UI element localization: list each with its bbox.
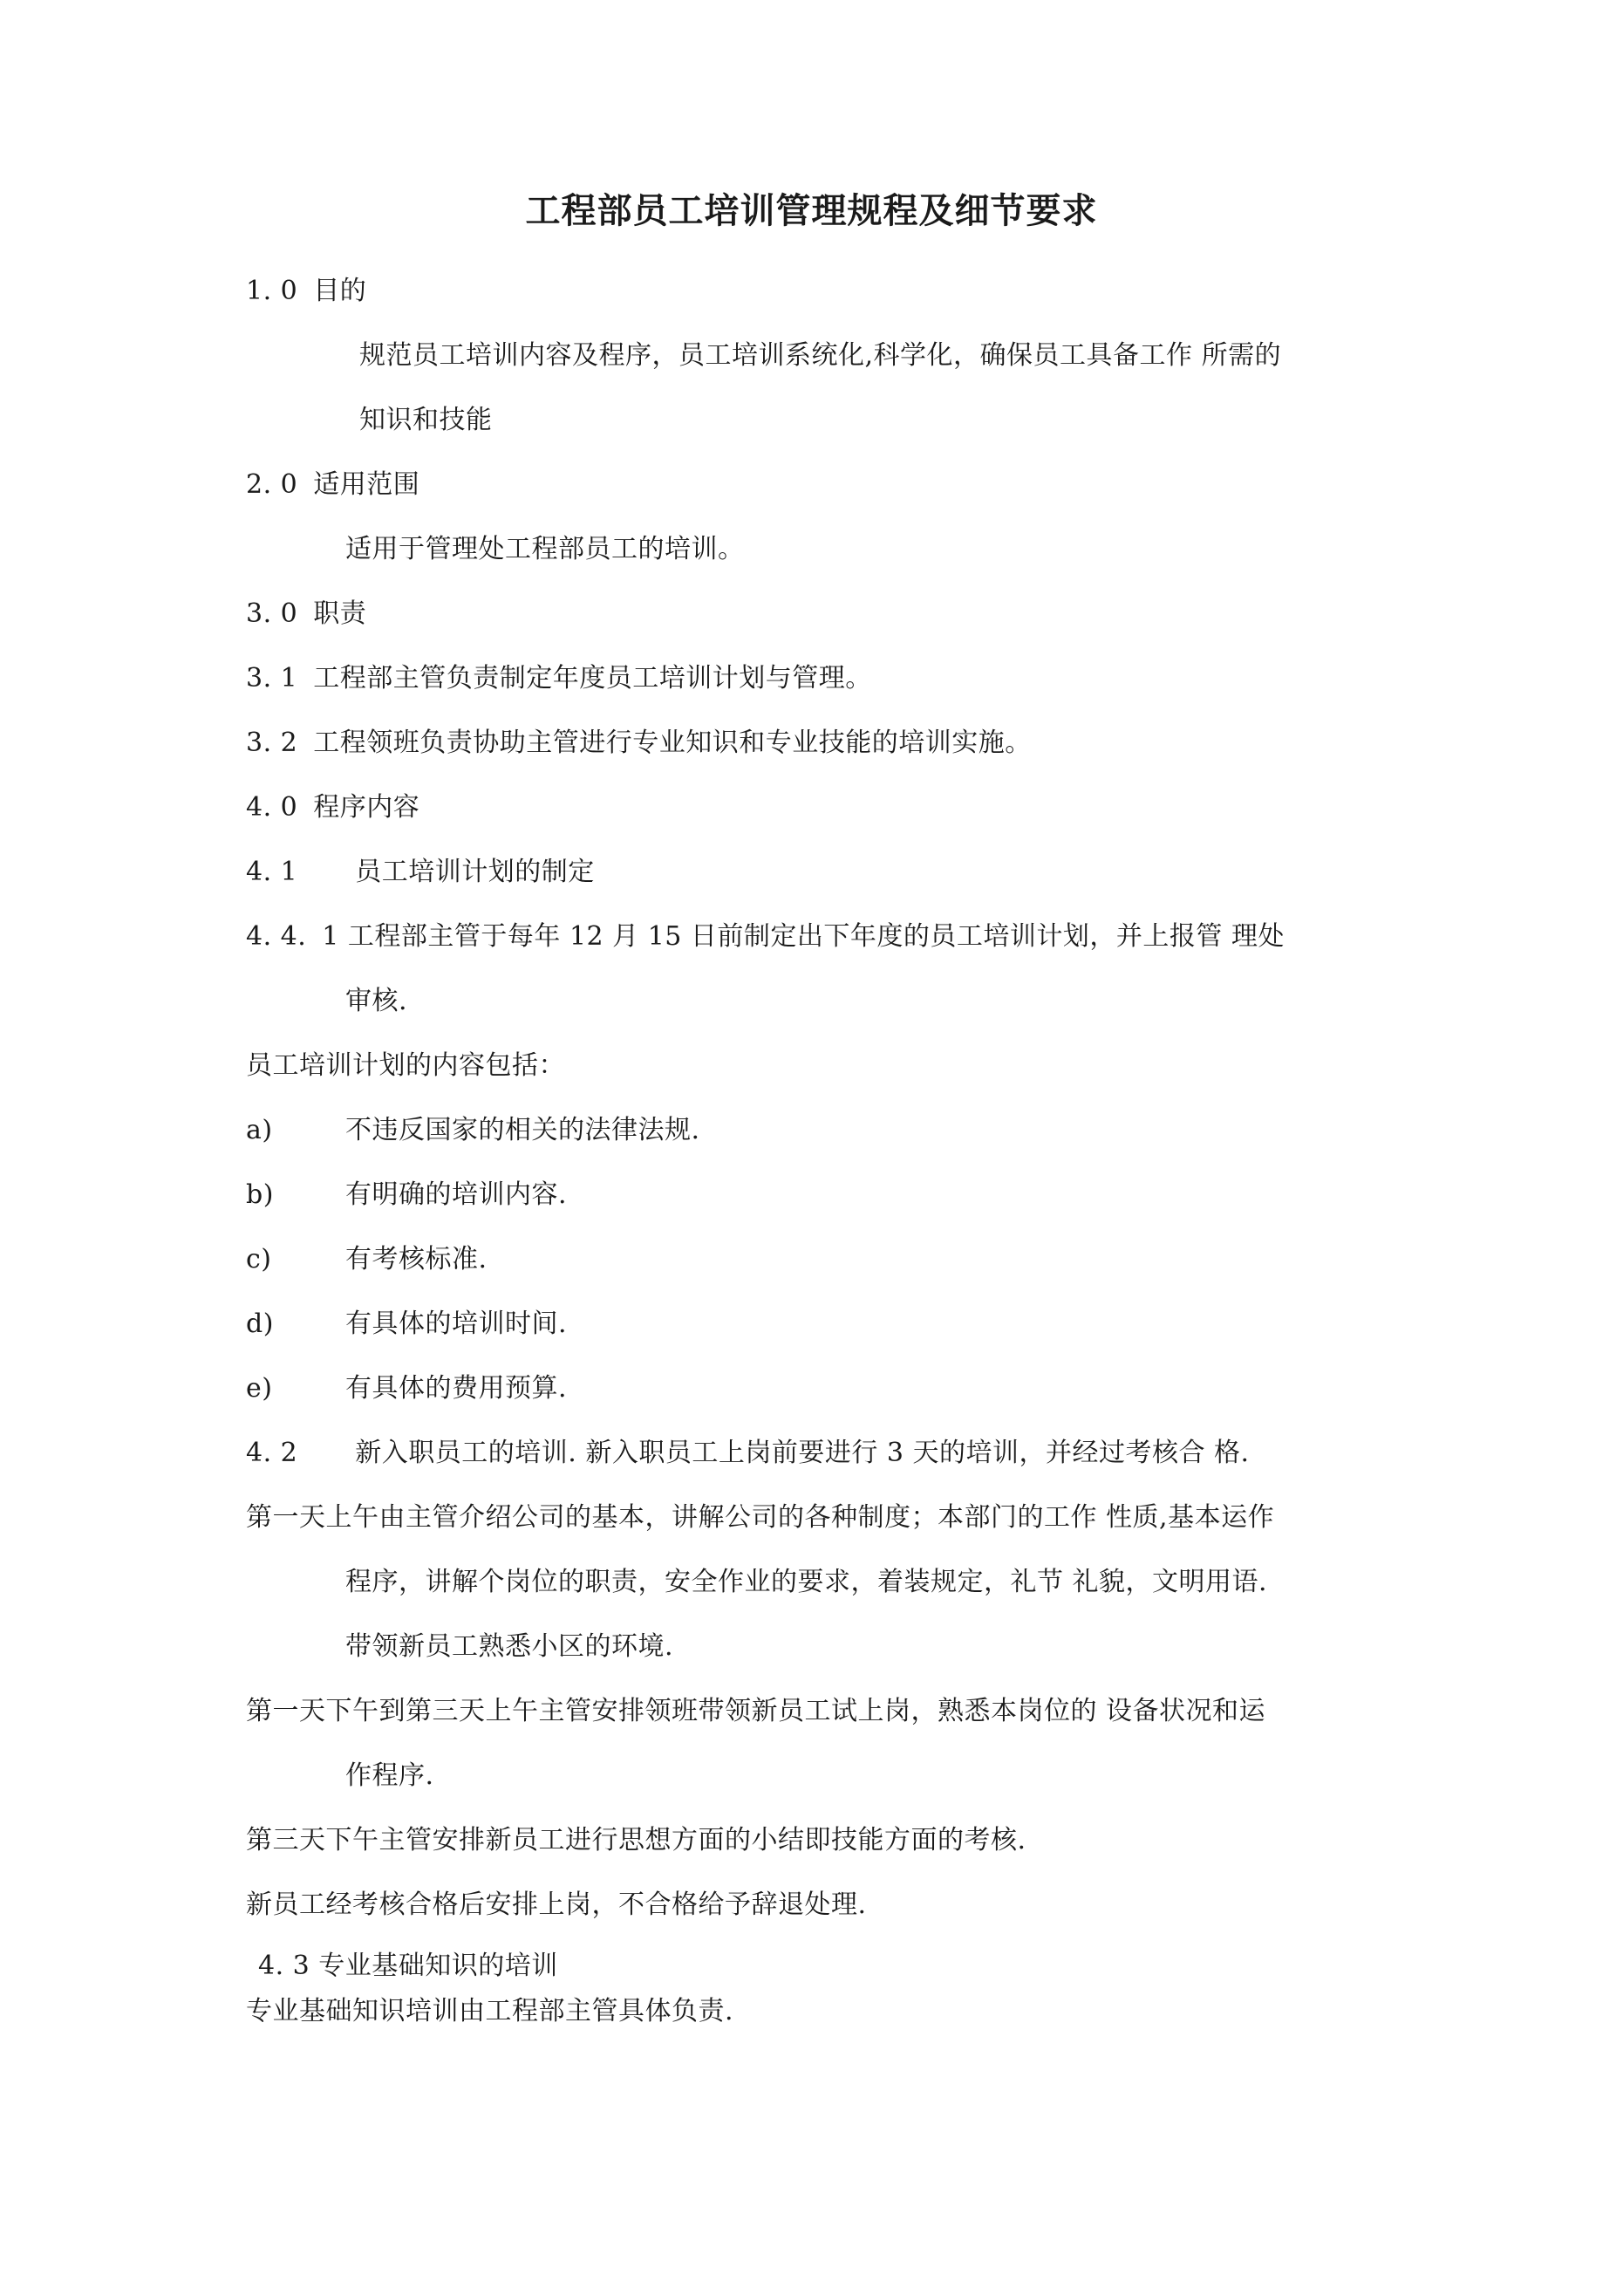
- section-title: 程序内容: [313, 792, 420, 823]
- section-4-1: [246, 855, 595, 890]
- plan-item-mark: e): [246, 1373, 273, 1404]
- item-text: 工程部主管负责制定年度员工培训计划与管理。: [313, 663, 872, 694]
- plan-item-mark: d): [246, 1309, 274, 1339]
- plan-intro: 员工培训计划的内容包括：: [246, 1050, 565, 1081]
- section-number: 1. 0: [246, 276, 298, 306]
- section-3-2: [246, 726, 1032, 761]
- day1-morning-line3: 带领新员工熟悉小区的环境.: [345, 1631, 674, 1662]
- section-4-2: [246, 1436, 1250, 1471]
- section-title: 目的: [313, 276, 367, 306]
- plan-item: [246, 1113, 700, 1148]
- item-text: 工程领班负责协助主管进行专业知识和专业技能的培训实施。: [313, 728, 1032, 758]
- section-number: 3. 0: [246, 598, 298, 629]
- plan-item: [246, 1307, 567, 1342]
- section-4-3-heading: 4. 3 专业基础知识的培训: [258, 1951, 558, 1981]
- section-1-body-line1: 规范员工培训内容及程序，员工培训系统化,科学化，确保员工具备工作 所需的: [359, 340, 1282, 371]
- assessment-result: 新员工经考核合格后安排上岗，不合格给予辞退处理.: [246, 1889, 867, 1920]
- plan-item-text: 有考核标准.: [345, 1244, 488, 1274]
- plan-item-mark: c): [246, 1244, 272, 1274]
- plan-item: [246, 1242, 488, 1277]
- plan-item-text: 不违反国家的相关的法律法规.: [345, 1115, 700, 1145]
- item-number: 3. 1: [246, 663, 298, 694]
- plan-item-text: 有明确的培训内容.: [345, 1179, 568, 1210]
- section-title: 适用范围: [313, 469, 420, 500]
- section-1-body-line2: 知识和技能: [359, 405, 493, 435]
- section-number: 4. 0: [246, 792, 298, 823]
- section-title: 职责: [313, 598, 367, 629]
- item-number: 3. 2: [246, 728, 298, 758]
- plan-item-mark: a): [246, 1115, 273, 1145]
- plan-item-mark: b): [246, 1179, 274, 1210]
- section-3-heading: [246, 597, 366, 632]
- plan-item-text: 有具体的培训时间.: [345, 1309, 568, 1339]
- day1-morning-line2: 程序，讲解个岗位的职责，安全作业的要求，着装规定，礼节 礼貌，文明用语.: [345, 1567, 1268, 1597]
- item-text: 1 工程部主管于每年 12 月 15 日前制定出下年度的员工培训计划，并上报管 理处: [322, 921, 1285, 952]
- plan-item: [246, 1371, 567, 1406]
- item-text: 新入职员工的培训. 新入职员工上岗前要进行 3 天的培训，并经过考核合 格.: [355, 1438, 1250, 1468]
- day1-morning-line1: 第一天上午由主管介绍公司的基本，讲解公司的各种制度；本部门的工作 性质,基本运作: [246, 1502, 1275, 1533]
- section-1-heading: [246, 274, 366, 309]
- section-4-heading: [246, 790, 419, 825]
- day1-afternoon-line2: 作程序.: [345, 1760, 434, 1791]
- section-number: 2. 0: [246, 469, 298, 500]
- section-4-1-1-line2: 审核.: [345, 986, 408, 1016]
- item-number: 4. 2: [246, 1438, 298, 1468]
- plan-item: [246, 1178, 567, 1213]
- plan-item-text: 有具体的费用预算.: [345, 1373, 568, 1404]
- section-2-heading: [246, 468, 419, 502]
- item-text: 员工培训计划的制定: [355, 857, 595, 887]
- section-3-1: [246, 661, 872, 696]
- day1-afternoon-line1: 第一天下午到第三天上午主管安排领班带领新员工试上岗，熟悉本岗位的 设备状况和运: [246, 1696, 1266, 1726]
- item-number: 4. 1: [246, 857, 298, 887]
- document-title: 工程部员工培训管理规程及细节要求: [525, 190, 1098, 231]
- section-2-body: 适用于管理处工程部员工的培训。: [345, 534, 745, 564]
- day3-afternoon: 第三天下午主管安排新员工进行思想方面的小结即技能方面的考核.: [246, 1825, 1026, 1855]
- section-4-1-1-line1: [246, 919, 1285, 954]
- item-number: 4. 4.: [246, 921, 307, 952]
- section-4-3-body: 专业基础知识培训由工程部主管具体负责.: [246, 1996, 734, 2026]
